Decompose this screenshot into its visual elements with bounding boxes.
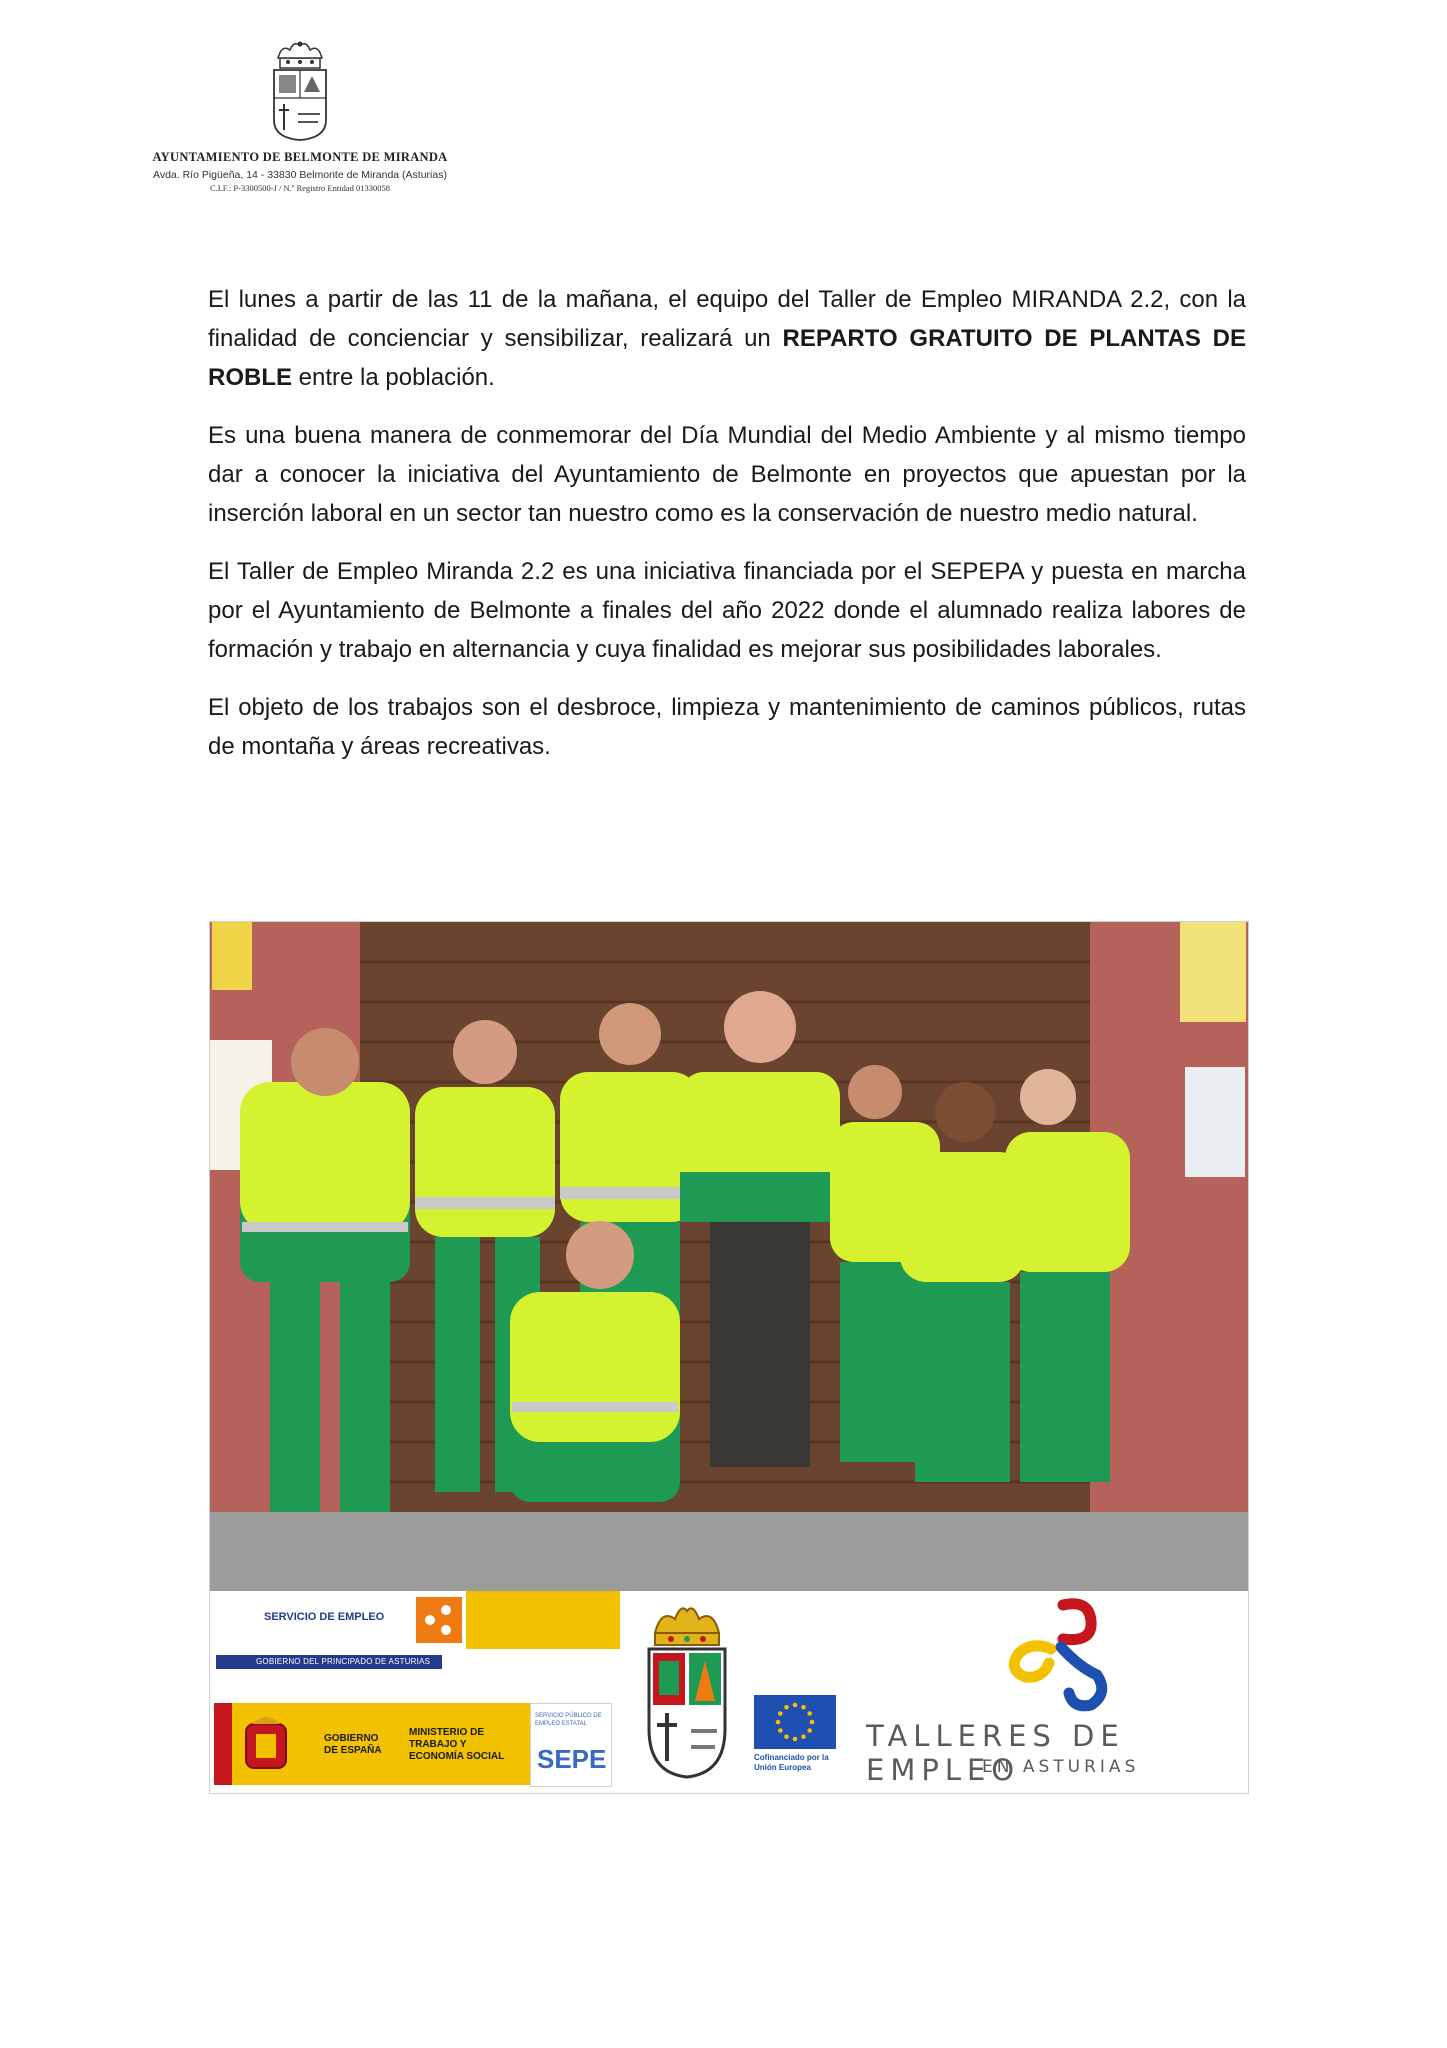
group-photo-illustration — [210, 922, 1248, 1592]
paragraph-1-text-a: El lunes a partir de las 11 de la mañana, el equipo del Taller de Empleo MIRANDA 2.2, con la finalidad de concienciar y sensibilizar, realizará un — [208, 286, 1246, 352]
gobierno-espana-label: GOBIERNO DE ESPAÑA — [324, 1733, 382, 1756]
eu-logo — [754, 1695, 840, 1785]
belmonte-coat-of-arms-icon — [641, 1601, 733, 1781]
servicio-empleo-logo — [216, 1591, 620, 1649]
letterhead-address: Avda. Río Pigüeña, 14 - 33830 Belmonte de Miranda (Asturias) — [153, 169, 447, 181]
coat-of-arms-icon — [268, 40, 332, 142]
talleres-empleo-symbol-icon — [1005, 1597, 1115, 1717]
funding-logos-strip — [209, 1591, 1249, 1794]
paragraph-2: Es una buena manera de conmemorar del Día Mundial del Medio Ambiente y al mismo tiempo dar a conocer la iniciativa del Ayuntamiento de Belmonte en proyectos que apuestan por la inserción laboral en un sector tan nuestro como es la conservación de nuestro medio natural. — [208, 422, 1246, 527]
paragraph-1-bold: REPARTO GRATUITO DE PLANTAS DE ROBLE — [208, 325, 1246, 391]
group-photo — [209, 921, 1249, 1593]
sepe-logo — [530, 1703, 612, 1787]
paragraph-1-text-b: entre la población. — [292, 364, 495, 391]
spain-coat-of-arms-icon — [242, 1714, 290, 1774]
servicio-empleo-icon — [416, 1597, 462, 1643]
sepe-label: SEPE — [537, 1744, 607, 1774]
letterhead-cif: C.I.F.: P-3300500-J / N.º Registro Entidad 01330058 — [210, 183, 390, 193]
gobierno-principado-label: GOBIERNO DEL PRINCIPADO DE ASTURIAS — [256, 1657, 431, 1666]
gobierno-principado-bar — [216, 1655, 442, 1669]
en-asturias-label: EN ASTURIAS — [982, 1757, 1140, 1777]
eu-caption: Cofinanciado por la Unión Europea — [754, 1753, 829, 1772]
paragraph-4: El objeto de los trabajos son el desbroce, limpieza y mantenimiento de caminos públicos, rutas de montaña y áreas recreativas. — [208, 694, 1246, 760]
talleres-empleo-label: TALLERES DE EMPLEO — [866, 1719, 1125, 1787]
eu-flag-icon — [754, 1695, 836, 1749]
paragraph-3: El Taller de Empleo Miranda 2.2 es una iniciativa financiada por el SEPEPA y puesta en marcha por el Ayuntamiento de Belmonte a finales del año 2022 donde el alumnado realiza labores de formación y trabajo en alternancia y cuya finalidad es mejorar sus posibilidades laborales. — [208, 558, 1246, 663]
paragraph-1 — [208, 280, 1246, 397]
ministerio-label: MINISTERIO DE TRABAJO Y ECONOMÍA SOCIAL — [409, 1727, 505, 1762]
body-text — [208, 280, 1246, 785]
sepe-small-label: SERVICIO PÚBLICO DE EMPLEO ESTATAL — [535, 1713, 602, 1727]
letterhead — [140, 40, 460, 193]
letterhead-name: AYUNTAMIENTO DE BELMONTE DE MIRANDA — [152, 150, 448, 164]
servicio-empleo-label: SERVICIO DE EMPLEO — [264, 1611, 385, 1623]
